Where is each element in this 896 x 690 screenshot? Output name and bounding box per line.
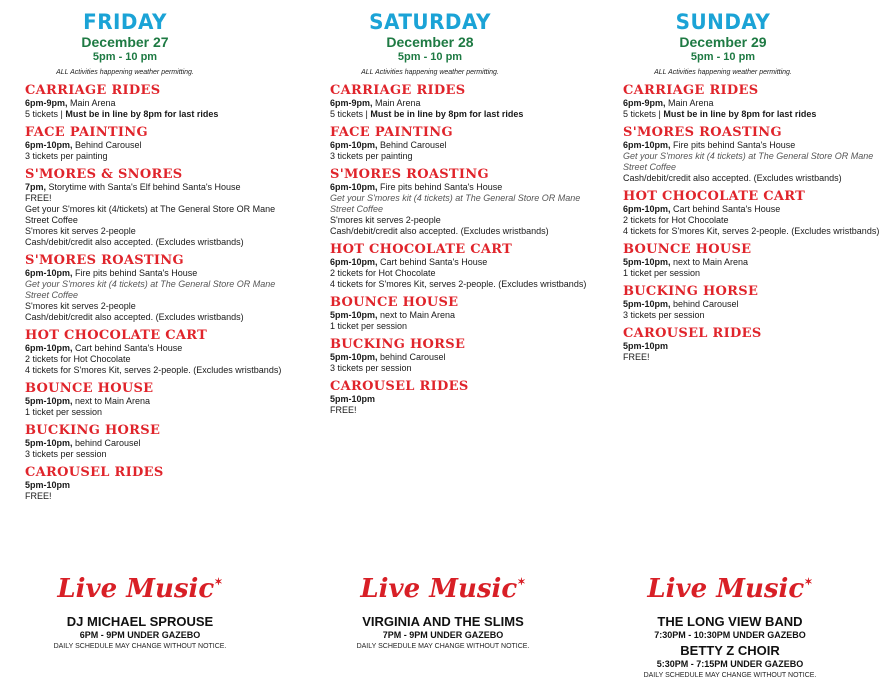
activity-detail xyxy=(25,301,295,312)
day-hours: 5pm - 10 pm xyxy=(690,51,756,63)
activity-detail xyxy=(330,279,600,290)
detail-time: 6pm-9pm, xyxy=(623,98,666,108)
detail-time: 5pm-10pm, xyxy=(25,438,73,448)
detail-text: 2 tickets for Hot Chocolate xyxy=(330,268,436,278)
activity-detail xyxy=(25,354,295,365)
detail-time: 6pm-10pm, xyxy=(25,268,73,278)
activity-detail xyxy=(330,140,600,151)
activity-detail xyxy=(25,312,295,323)
activity-detail xyxy=(623,140,893,151)
detail-time: 6pm-10pm, xyxy=(25,343,73,353)
live-music-saturday xyxy=(323,572,563,652)
activity-detail xyxy=(330,182,600,193)
activity-detail xyxy=(25,268,295,279)
detail-text: Cash/debit/credit also accepted. (Excludes wristbands) xyxy=(25,237,244,247)
schedule-note: DAILY SCHEDULE MAY CHANGE WITHOUT NOTICE. xyxy=(643,672,817,679)
activity-list xyxy=(623,83,893,363)
activity-detail xyxy=(25,438,295,449)
detail-time: 5pm-10pm, xyxy=(330,352,378,362)
detail-text: 5 tickets | xyxy=(623,109,664,119)
day-header xyxy=(623,10,823,79)
day-name: SATURDAY xyxy=(369,10,491,34)
activity-detail xyxy=(330,109,600,120)
activity-detail xyxy=(623,352,893,363)
detail-text: Main Arena xyxy=(665,98,714,108)
detail-text: behind Carousel xyxy=(377,352,446,362)
detail-text: 5 tickets | xyxy=(330,109,371,119)
activity-item xyxy=(623,326,893,363)
detail-text: Behind Carousel xyxy=(377,140,447,150)
activity-item xyxy=(25,328,295,376)
performer-time: 5:30PM - 7:15PM UNDER GAZEBO xyxy=(656,659,804,669)
detail-text: FREE! xyxy=(623,352,650,362)
activity-detail xyxy=(330,268,600,279)
detail-text: Main Arena xyxy=(372,98,421,108)
activity-item xyxy=(25,167,295,248)
activity-title: BUCKING HORSE xyxy=(330,337,466,352)
activity-item xyxy=(623,189,893,237)
live-music-friday xyxy=(20,572,260,652)
activity-item xyxy=(330,242,600,290)
detail-text: Behind Carousel xyxy=(72,140,142,150)
activity-item xyxy=(25,423,295,460)
detail-text: FREE! xyxy=(330,405,357,415)
live-music-text: Live Music xyxy=(647,574,805,604)
activity-detail xyxy=(25,491,295,502)
star-icon: ✶ xyxy=(517,577,526,588)
detail-text: 1 ticket per session xyxy=(330,321,408,331)
performer-name: VIRGINIA AND THE SLIMS xyxy=(362,614,524,629)
detail-text: 3 tickets per session xyxy=(623,310,705,320)
activity-item xyxy=(25,465,295,502)
detail-text: S'mores kit serves 2-people xyxy=(25,301,136,311)
detail-text: 3 tickets per session xyxy=(25,449,107,459)
activity-title: CAROUSEL RIDES xyxy=(623,326,762,341)
detail-text: Cash/debit/credit also accepted. (Excludes wristbands) xyxy=(25,312,244,322)
activity-detail xyxy=(623,109,893,120)
detail-text: Cart behind Santa's House xyxy=(377,257,488,267)
activity-item xyxy=(25,125,295,162)
live-music-logo xyxy=(20,572,260,612)
activity-detail xyxy=(330,215,600,226)
activity-item xyxy=(330,295,600,332)
activity-title: HOT CHOCOLATE CART xyxy=(330,242,513,257)
activity-detail xyxy=(623,204,893,215)
detail-text: 2 tickets for Hot Chocolate xyxy=(25,354,131,364)
activity-detail xyxy=(25,480,295,491)
schedule-note: DAILY SCHEDULE MAY CHANGE WITHOUT NOTICE. xyxy=(53,643,227,650)
detail-time: 7pm, xyxy=(25,182,47,192)
activity-item xyxy=(330,379,600,416)
detail-text: Get your S'mores kit (4 tickets) at The General Store OR Mane Street Coffee xyxy=(25,279,276,300)
activity-title: BUCKING HORSE xyxy=(623,284,759,299)
activity-item xyxy=(330,167,600,237)
activity-title: S'MORES ROASTING xyxy=(330,167,489,182)
activity-detail xyxy=(623,173,893,184)
activity-title: CARRIAGE RIDES xyxy=(330,83,466,98)
weather-note: ALL Activities happening weather permitting. xyxy=(56,69,194,76)
detail-text: FREE! xyxy=(25,491,52,501)
detail-time: 6pm-10pm, xyxy=(330,182,378,192)
activity-title: BUCKING HORSE xyxy=(25,423,161,438)
activity-detail xyxy=(25,226,295,237)
detail-time: 5pm-10pm xyxy=(25,480,71,490)
detail-time: 6pm-9pm, xyxy=(330,98,373,108)
detail-text: Cart behind Santa's House xyxy=(670,204,781,214)
detail-text: 4 tickets for S'mores Kit, serves 2-people. (Excludes wristbands) xyxy=(25,365,282,375)
activity-detail xyxy=(25,237,295,248)
detail-text: 5 tickets | xyxy=(25,109,66,119)
activity-detail xyxy=(330,98,600,109)
activity-title: S'MORES ROASTING xyxy=(25,253,184,268)
day-name: SUNDAY xyxy=(675,10,771,34)
activity-item xyxy=(25,253,295,323)
star-icon: ✶ xyxy=(214,577,223,588)
activity-title: S'MORES & SNORES xyxy=(25,167,183,182)
day-hours: 5pm - 10 pm xyxy=(397,51,463,63)
activity-list xyxy=(330,83,600,416)
live-music-logo xyxy=(610,572,850,612)
activity-title: CARRIAGE RIDES xyxy=(623,83,759,98)
activity-title: BOUNCE HOUSE xyxy=(623,242,752,257)
activity-title: S'MORES ROASTING xyxy=(623,125,782,140)
detail-text: 3 tickets per painting xyxy=(25,151,108,161)
live-music-logo xyxy=(323,572,563,612)
detail-time: 5pm-10pm, xyxy=(623,299,671,309)
detail-text: FREE! xyxy=(25,193,52,203)
activity-detail xyxy=(330,352,600,363)
activity-title: FACE PAINTING xyxy=(25,125,148,140)
activity-detail xyxy=(330,193,600,215)
detail-text: 4 tickets for S'mores Kit, serves 2-people. (Excludes wristbands) xyxy=(623,226,880,236)
detail-time: 5pm-10pm, xyxy=(623,257,671,267)
activity-item xyxy=(623,284,893,321)
live-music-sunday xyxy=(610,572,850,681)
detail-time: 5pm-10pm, xyxy=(330,310,378,320)
activity-detail xyxy=(623,310,893,321)
detail-text: Fire pits behind Santa's House xyxy=(72,268,198,278)
detail-text: Cart behind Santa's House xyxy=(72,343,183,353)
detail-text: next to Main Arena xyxy=(72,396,151,406)
activity-detail xyxy=(25,98,295,109)
activity-title: FACE PAINTING xyxy=(330,125,453,140)
performer-time: 7PM - 9PM UNDER GAZEBO xyxy=(382,630,504,640)
activity-detail xyxy=(25,182,295,193)
detail-text: S'mores kit serves 2-people xyxy=(330,215,441,225)
detail-text: 3 tickets per painting xyxy=(330,151,413,161)
live-music-text: Live Music xyxy=(57,574,215,604)
activity-item xyxy=(330,125,600,162)
activity-detail xyxy=(623,257,893,268)
detail-text: 4 tickets for S'mores Kit, serves 2-people. (Excludes wristbands) xyxy=(330,279,587,289)
activity-detail xyxy=(25,343,295,354)
performer-time: 7:30PM - 10:30PM UNDER GAZEBO xyxy=(654,630,806,640)
activity-title: HOT CHOCOLATE CART xyxy=(623,189,806,204)
detail-text: Storytime with Santa's Elf behind Santa's House xyxy=(46,182,241,192)
activity-detail xyxy=(25,204,295,226)
day-date: December 29 xyxy=(679,34,767,50)
day-date: December 28 xyxy=(386,34,474,50)
detail-text: Main Arena xyxy=(67,98,116,108)
activity-detail xyxy=(623,341,893,352)
activity-title: BOUNCE HOUSE xyxy=(330,295,459,310)
performer-name: THE LONG VIEW BAND xyxy=(657,614,803,629)
activity-detail xyxy=(623,226,893,237)
detail-time: 5pm-10pm xyxy=(623,341,669,351)
activity-detail xyxy=(623,151,893,173)
detail-text: Get your S'mores kit (4 tickets) at The General Store OR Mane Street Coffee xyxy=(330,193,581,214)
detail-text: 2 tickets for Hot Chocolate xyxy=(623,215,729,225)
activity-item xyxy=(623,242,893,279)
activity-detail xyxy=(623,268,893,279)
activity-detail xyxy=(330,310,600,321)
day-column-sunday xyxy=(623,10,893,368)
detail-text: behind Carousel xyxy=(670,299,739,309)
activity-detail xyxy=(25,193,295,204)
detail-time: 5pm-10pm xyxy=(330,394,376,404)
activity-detail xyxy=(330,226,600,237)
detail-text: next to Main Arena xyxy=(670,257,749,267)
live-music-text: Live Music xyxy=(360,574,518,604)
schedule-note: DAILY SCHEDULE MAY CHANGE WITHOUT NOTICE. xyxy=(356,643,530,650)
activity-item xyxy=(623,83,893,120)
detail-time: 6pm-10pm, xyxy=(330,257,378,267)
detail-text: Cash/debit/credit also accepted. (Excludes wristbands) xyxy=(330,226,549,236)
detail-text: 1 ticket per session xyxy=(25,407,103,417)
activity-detail xyxy=(25,396,295,407)
performer-name: DJ MICHAEL SPROUSE xyxy=(66,614,214,629)
detail-emphasis: Must be in line by 8pm for last rides xyxy=(65,109,219,119)
detail-text: Fire pits behind Santa's House xyxy=(670,140,796,150)
detail-text: next to Main Arena xyxy=(377,310,456,320)
detail-time: 5pm-10pm, xyxy=(25,396,73,406)
day-name: FRIDAY xyxy=(83,10,167,34)
activity-detail xyxy=(25,140,295,151)
activity-item xyxy=(623,125,893,184)
detail-text: 3 tickets per session xyxy=(330,363,412,373)
activity-title: CARRIAGE RIDES xyxy=(25,83,161,98)
performer-time: 6PM - 9PM UNDER GAZEBO xyxy=(79,630,201,640)
activity-detail xyxy=(330,363,600,374)
activity-detail xyxy=(330,394,600,405)
detail-time: 6pm-10pm, xyxy=(623,140,671,150)
activity-detail xyxy=(623,299,893,310)
performer-name: BETTY Z CHOIR xyxy=(680,643,780,658)
star-icon: ✶ xyxy=(804,577,813,588)
activity-detail xyxy=(623,98,893,109)
activity-title: BOUNCE HOUSE xyxy=(25,381,154,396)
detail-text: Get your S'mores kit (4/tickets) at The General Store OR Mane Street Coffee xyxy=(25,204,276,225)
detail-text: Fire pits behind Santa's House xyxy=(377,182,503,192)
day-column-saturday xyxy=(330,10,600,421)
activity-detail xyxy=(25,279,295,301)
activity-item xyxy=(25,381,295,418)
weather-note: ALL Activities happening weather permitting. xyxy=(654,69,792,76)
detail-time: 6pm-9pm, xyxy=(25,98,68,108)
activity-detail xyxy=(25,365,295,376)
detail-text: S'mores kit serves 2-people xyxy=(25,226,136,236)
activity-title: CAROUSEL RIDES xyxy=(330,379,469,394)
day-hours: 5pm - 10 pm xyxy=(92,51,158,63)
activity-detail xyxy=(623,215,893,226)
day-header xyxy=(330,10,530,79)
day-header xyxy=(25,10,225,79)
activity-detail xyxy=(330,257,600,268)
activity-detail xyxy=(330,405,600,416)
detail-text: Get your S'mores kit (4 tickets) at The General Store OR Mane Street Coffee xyxy=(623,151,874,172)
activity-detail xyxy=(330,151,600,162)
activity-detail xyxy=(25,151,295,162)
weather-note: ALL Activities happening weather permitting. xyxy=(361,69,499,76)
detail-emphasis: Must be in line by 8pm for last rides xyxy=(370,109,524,119)
activity-item xyxy=(330,337,600,374)
detail-text: Cash/debit/credit also accepted. (Excludes wristbands) xyxy=(623,173,842,183)
activity-title: HOT CHOCOLATE CART xyxy=(25,328,208,343)
activity-title: CAROUSEL RIDES xyxy=(25,465,164,480)
detail-time: 6pm-10pm, xyxy=(25,140,73,150)
day-date: December 27 xyxy=(81,34,169,50)
activity-item xyxy=(330,83,600,120)
activity-detail xyxy=(25,407,295,418)
day-column-friday xyxy=(25,10,295,507)
activity-item xyxy=(25,83,295,120)
activity-detail xyxy=(330,321,600,332)
detail-time: 6pm-10pm, xyxy=(330,140,378,150)
activity-detail xyxy=(25,449,295,460)
detail-time: 6pm-10pm, xyxy=(623,204,671,214)
detail-text: behind Carousel xyxy=(72,438,141,448)
detail-emphasis: Must be in line by 8pm for last rides xyxy=(663,109,817,119)
activity-detail xyxy=(25,109,295,120)
detail-text: 1 ticket per session xyxy=(623,268,701,278)
activity-list xyxy=(25,83,295,502)
